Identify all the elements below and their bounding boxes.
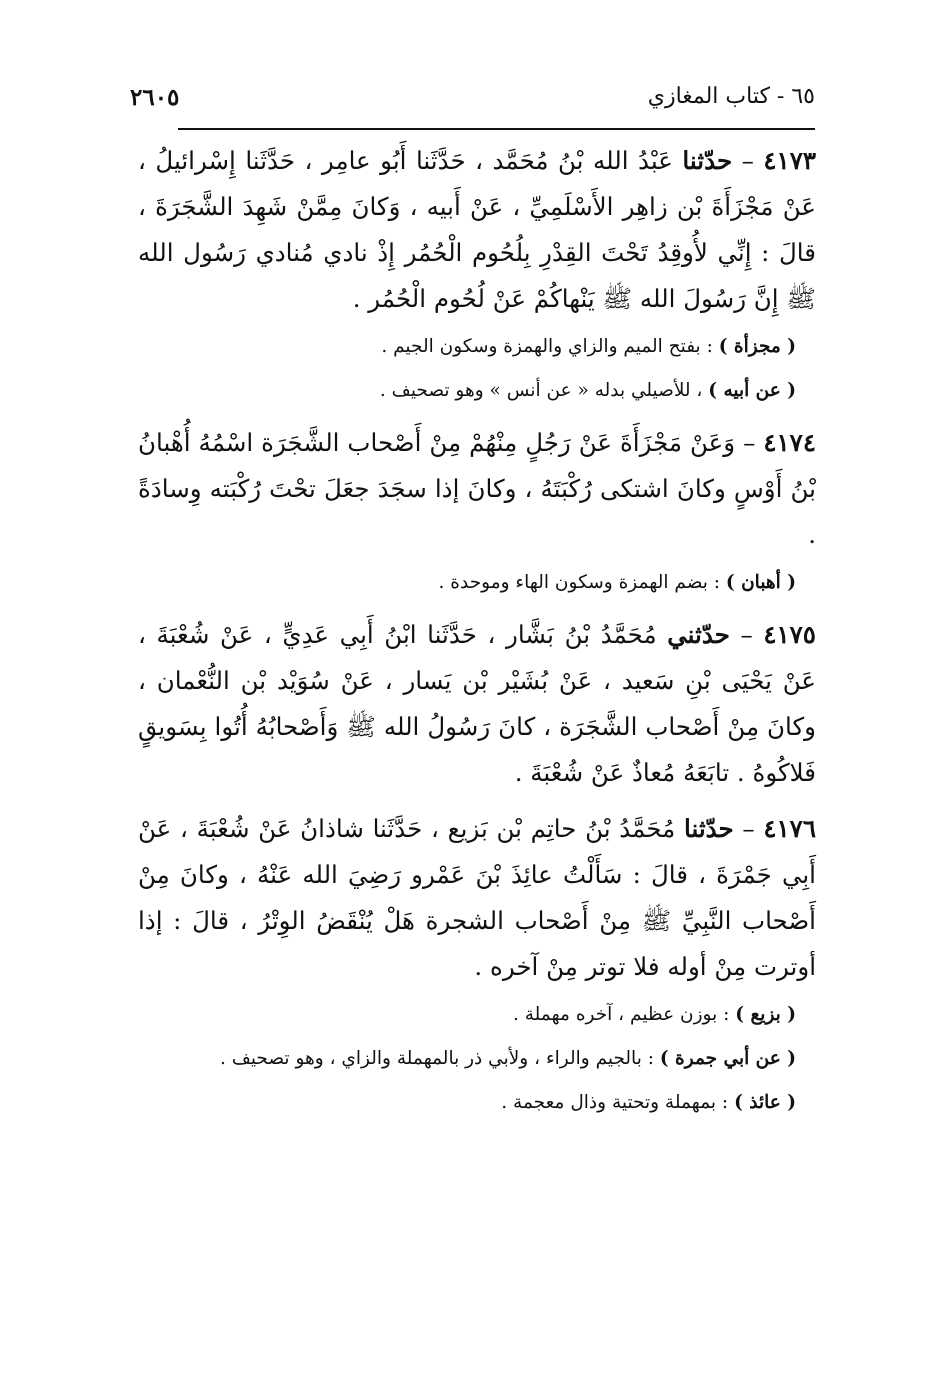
header-rule (178, 128, 815, 130)
hadith-lead: حدّثنا (682, 146, 733, 175)
hadith-4176 (138, 806, 816, 990)
chapter-title: ٦٥ - كتاب المغازي (647, 84, 815, 109)
hadith-text: وَعَنْ مَجْزَأَةَ عَنْ رَجُلٍ مِنْهُمْ مِنْ أَصْحاب الشَّجَرَة اسْمُهُ أُهْبانُ بْنُ أَوْسٍ وكانَ اشتكى رُكْبَتَهُ ، وكانَ إذا سجَدَ جعَلَ تحْتَ رُكْبَته وِسادَةً . (138, 428, 816, 549)
hadith-lead: حدّثني (667, 620, 730, 649)
page-header (130, 84, 815, 120)
page-number: ٢٦٠٥ (130, 84, 180, 111)
dash: – (729, 620, 753, 649)
note-term: ( بزيع ) (735, 1004, 796, 1025)
commentary-note (138, 1088, 816, 1118)
note-text: : بضم الهمزة وسكون الهاء وموحدة . (438, 572, 721, 593)
commentary-note (138, 376, 816, 406)
commentary-note (138, 1044, 816, 1074)
hadith-text: مُحَمَّدُ بْنُ حاتِم بْن بَزيع ، حَدَّثَنا شاذانُ عَنْ شُعْبَةَ ، عَنْ أَبِي جَمْرَةَ ، قالَ : سَأَلْتُ عائِذَ بْنَ عَمْرو رَضِيَ الله عَنْهُ ، وكانَ مِنْ أَصْحاب النَّبِيِّ ﷺ مِنْ أَصْحاب الشجرة هَلْ يُنْقَضُ الوِتْرُ ، قالَ : إذا أوترت مِنْ أوله فلا توتر مِنْ آخره . (138, 814, 816, 981)
hadith-lead: حدّثنا (683, 814, 734, 843)
hadith-number: ٤١٧٤ (763, 428, 816, 457)
note-term: ( عن أبيه ) (708, 380, 796, 401)
note-text: : بالجيم والراء ، ولأبي ذر بالمهملة والزاي ، وهو تصحيف . (219, 1048, 654, 1069)
note-text: : بفتح الميم والزاي والهمزة وسكون الجيم . (381, 336, 713, 357)
note-term: ( مجزأة ) (718, 336, 796, 357)
commentary-note (138, 1000, 816, 1030)
note-text: ، للأصيلي بدله « عن أنس » وهو تصحيف . (379, 380, 703, 401)
hadith-4175 (138, 612, 816, 796)
hadith-text: عَبْدُ الله بْنُ مُحَمَّد ، حَدَّثَنا أَبُو عامِر ، حَدَّثَنا إِسْرائيلُ ، عَنْ مَجْزَأَةَ بْن زاهِر الأَسْلَمِيِّ ، عَنْ أَبيه ، وَكانَ مِمَّنْ شَهِدَ الشَّجَرَةَ ، قالَ : إِنِّي لأُوقِدُ تَحْتَ القِدْرِ بِلُحُوم الْحُمُر إِذْ نادي مُنادي رَسُول الله ﷺ إِنَّ رَسُولَ الله ﷺ يَنْهاكُمْ عَنْ لُحُوم الْحُمُر . (138, 146, 816, 313)
hadith-4173 (138, 138, 816, 322)
hadith-number: ٤١٧٦ (763, 814, 816, 843)
hadith-4174 (138, 420, 816, 558)
note-term: ( عن أبي جمرة ) (659, 1048, 796, 1069)
page-body (138, 138, 816, 1132)
note-term: ( أهبان ) (725, 572, 796, 593)
note-text: : بمهملة وتحتية وذال معجمة . (501, 1092, 729, 1113)
commentary-note (138, 332, 816, 362)
dash: – (735, 428, 756, 457)
commentary-note (138, 568, 816, 598)
dash: – (733, 814, 755, 843)
hadith-text: مُحَمَّدُ بْنُ بَشَّار ، حَدَّثَنا ابْنُ أَبِي عَدِيٍّ ، عَنْ شُعْبَةَ ، عَنْ يَحْيَى بْنِ سَعيد ، عَنْ بُشَيْر بْن يَسار ، عَنْ سُوَيْد بْن النُّعْمان ، وكانَ مِنْ أَصْحاب الشَّجَرَة ، كانَ رَسُولُ الله ﷺ وَأَصْحابُهُ أُتُوا بِسَويقٍ فَلاكُوهُ . تابَعَهُ مُعاذٌ عَنْ شُعْبَةَ . (138, 620, 816, 787)
hadith-number: ٤١٧٥ (763, 620, 816, 649)
dash: – (732, 146, 754, 175)
note-term: ( عائذ ) (734, 1092, 796, 1113)
hadith-number: ٤١٧٣ (763, 146, 817, 175)
note-text: : بوزن عظيم ، آخره مهملة . (513, 1004, 730, 1025)
